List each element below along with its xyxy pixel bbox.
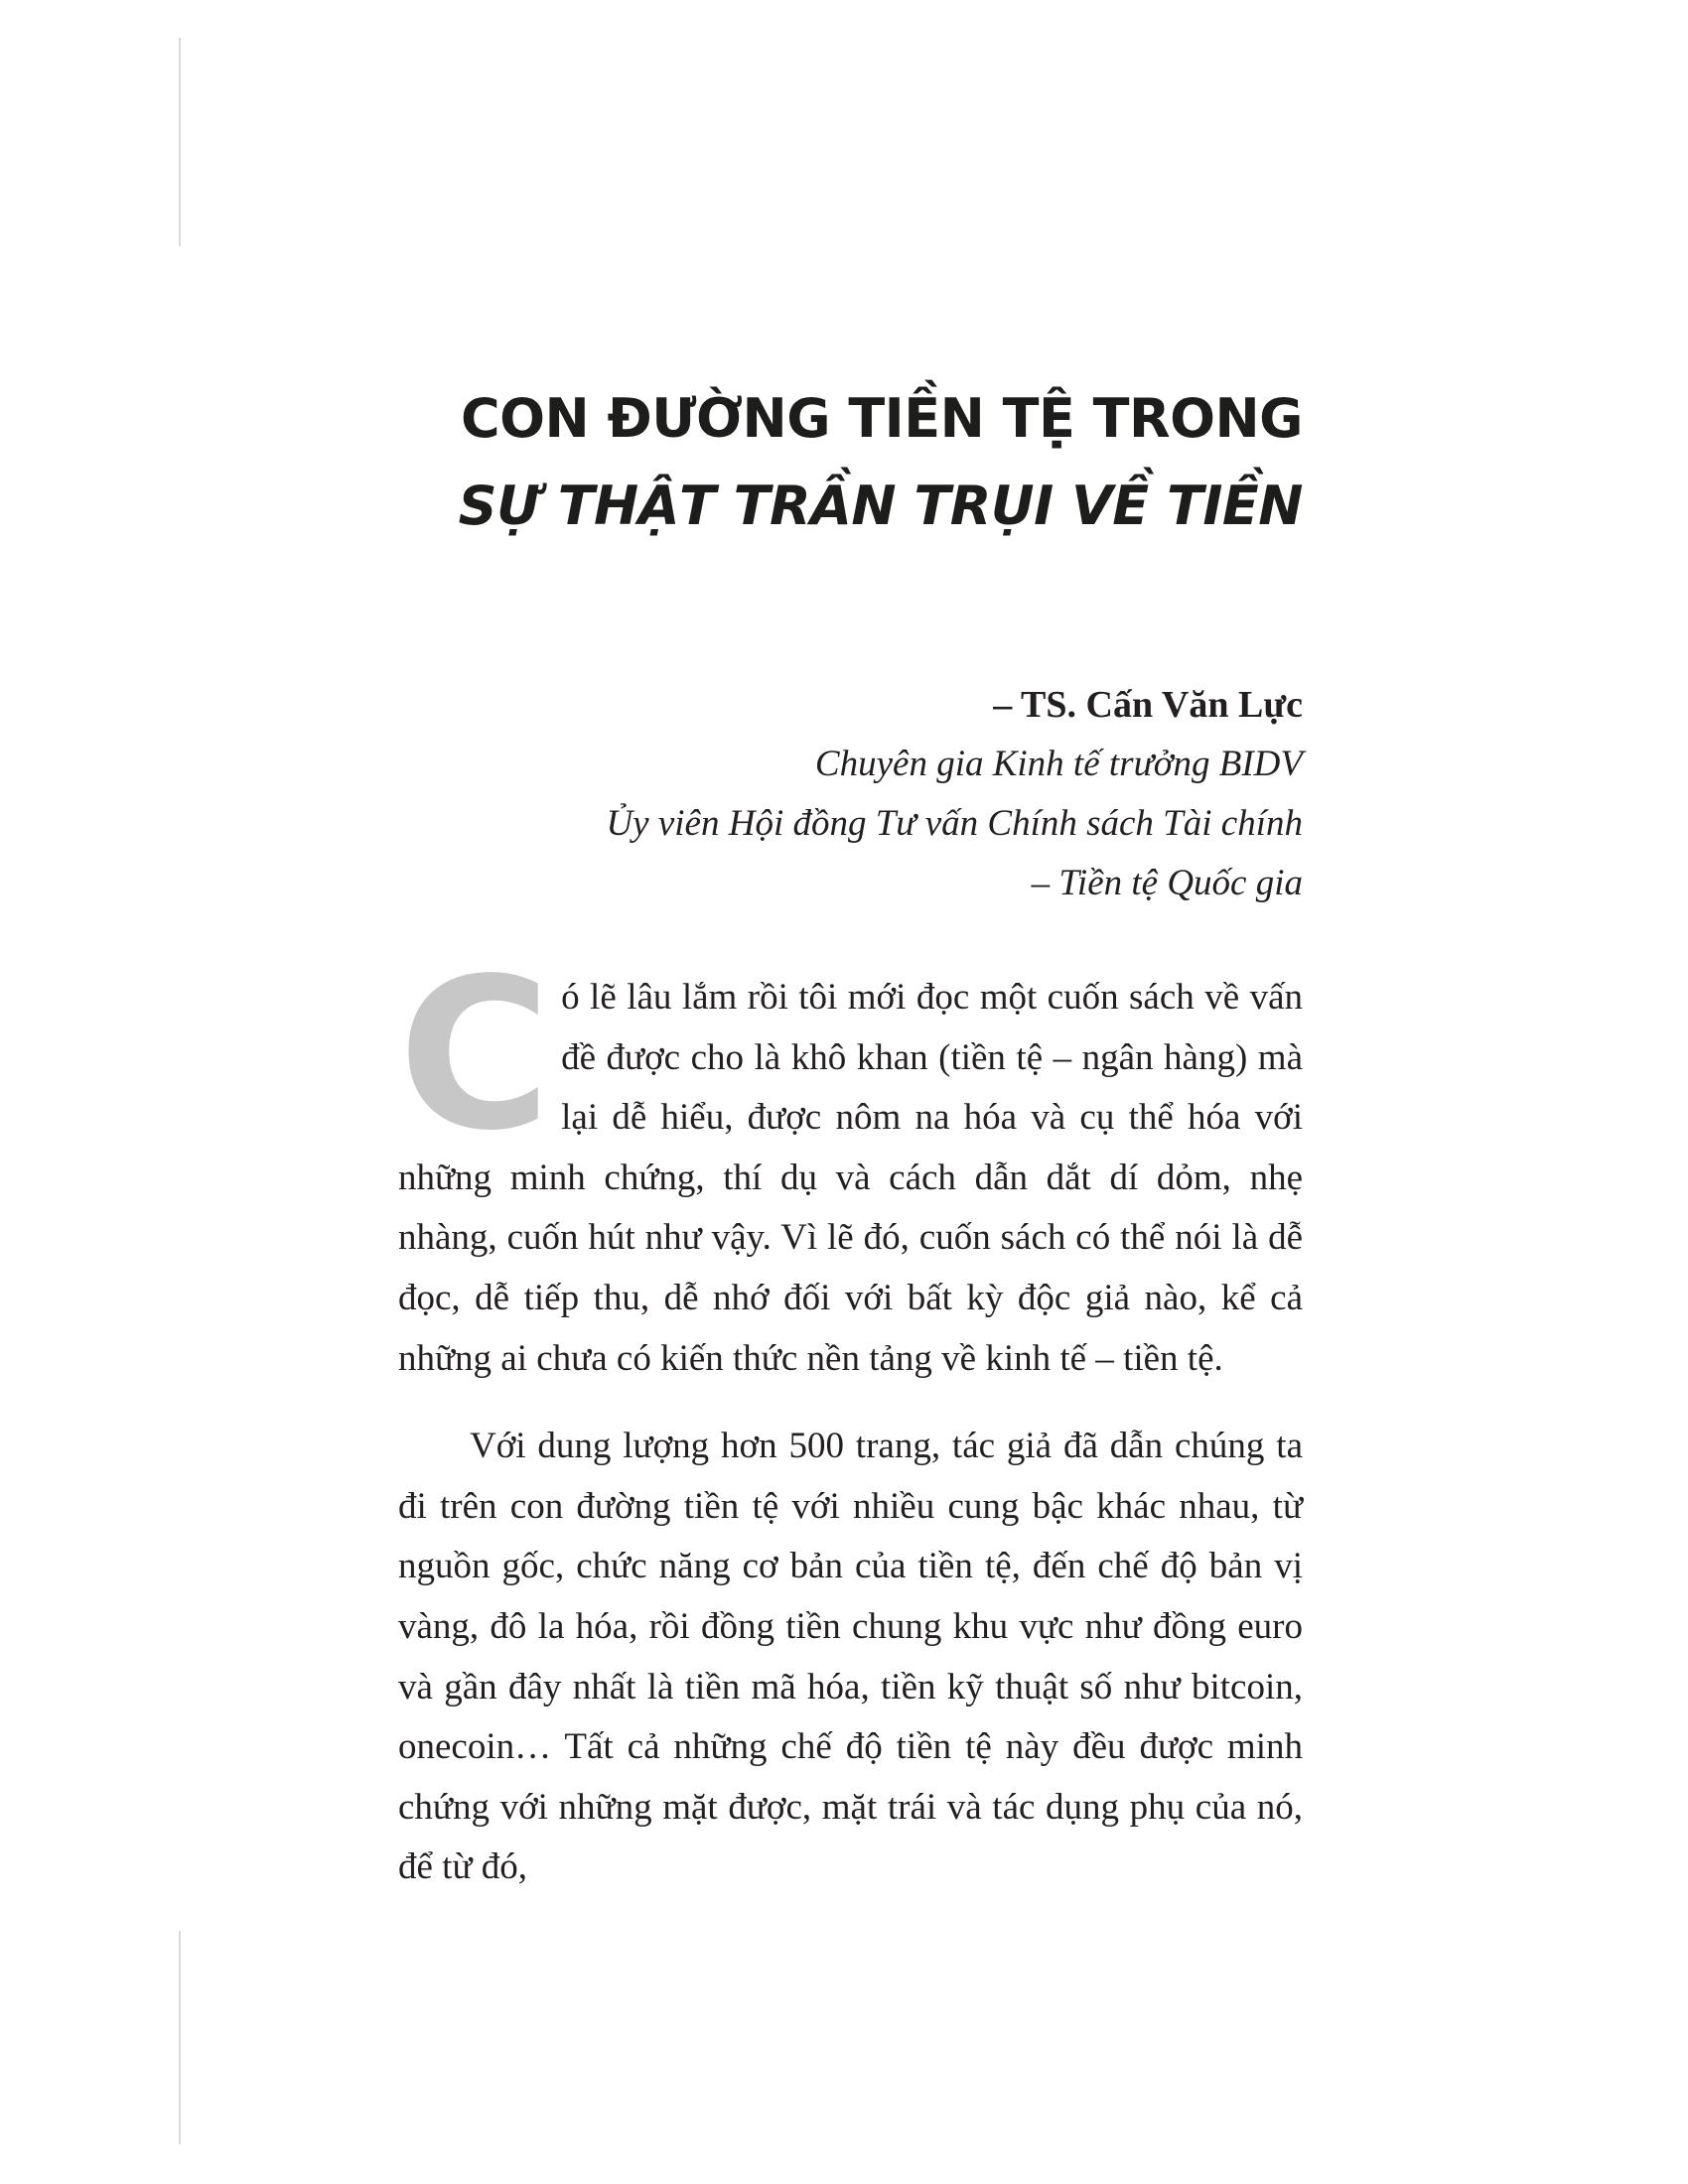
author-role-3: – Tiền tệ Quốc gia [1031, 863, 1303, 903]
chapter-title-line-1: CON ĐƯỜNG TIỀN TỆ TRONG [460, 387, 1303, 450]
drop-cap: C [398, 933, 552, 1176]
author-byline [397, 675, 1303, 913]
paragraph-1-text: ó lẽ lâu lắm rồi tôi mới đọc một cuốn sách về vấn đề được cho là khô khan (tiền tệ – ngân hàng) mà lại dễ hiểu, được nôm na hóa và cụ thể hóa với những minh chứng, thí dụ và cách dẫn dắt dí dỏm, nhẹ nhàng, cuốn hút như vậy. Vì lẽ đó, cuốn sách có thể nói là dễ đọc, dễ tiếp thu, dễ nhớ đối với bất kỳ độc giả nào, kể cả những ai chưa có kiến thức nền tảng về kinh tế – tiền tệ. [398, 977, 1303, 1379]
author-role-2: Ủy viên Hội đồng Tư vấn Chính sách Tài chính [606, 803, 1303, 844]
chapter-title [397, 375, 1303, 550]
author-name: – TS. Cấn Văn Lực [993, 684, 1303, 726]
chapter-title-line-2: SỰ THẬT TRẦN TRỤI VỀ TIỀN [458, 475, 1303, 537]
body-text [398, 933, 1303, 1898]
crop-mark-top [179, 38, 181, 246]
paragraph-2: Với dung lượng hơn 500 trang, tác giả đã dẫn chúng ta đi trên con đường tiền tệ với nhiều cung bậc khác nhau, từ nguồn gốc, chức năng cơ bản của tiền tệ, đến chế độ bản vị vàng, đô la hóa, rồi đồng tiền chung khu vực như đồng euro và gần đây nhất là tiền mã hóa, tiền kỹ thuật số như bitcoin, onecoin… Tất cả những chế độ tiền tệ này đều được minh chứng với những mặt được, mặt trái và tác dụng phụ của nó, để từ đó, [398, 1426, 1303, 1888]
crop-mark-bottom [179, 1931, 181, 2144]
paragraph-1 [398, 933, 1303, 1389]
author-role-1: Chuyên gia Kinh tế trưởng BIDV [814, 744, 1303, 784]
